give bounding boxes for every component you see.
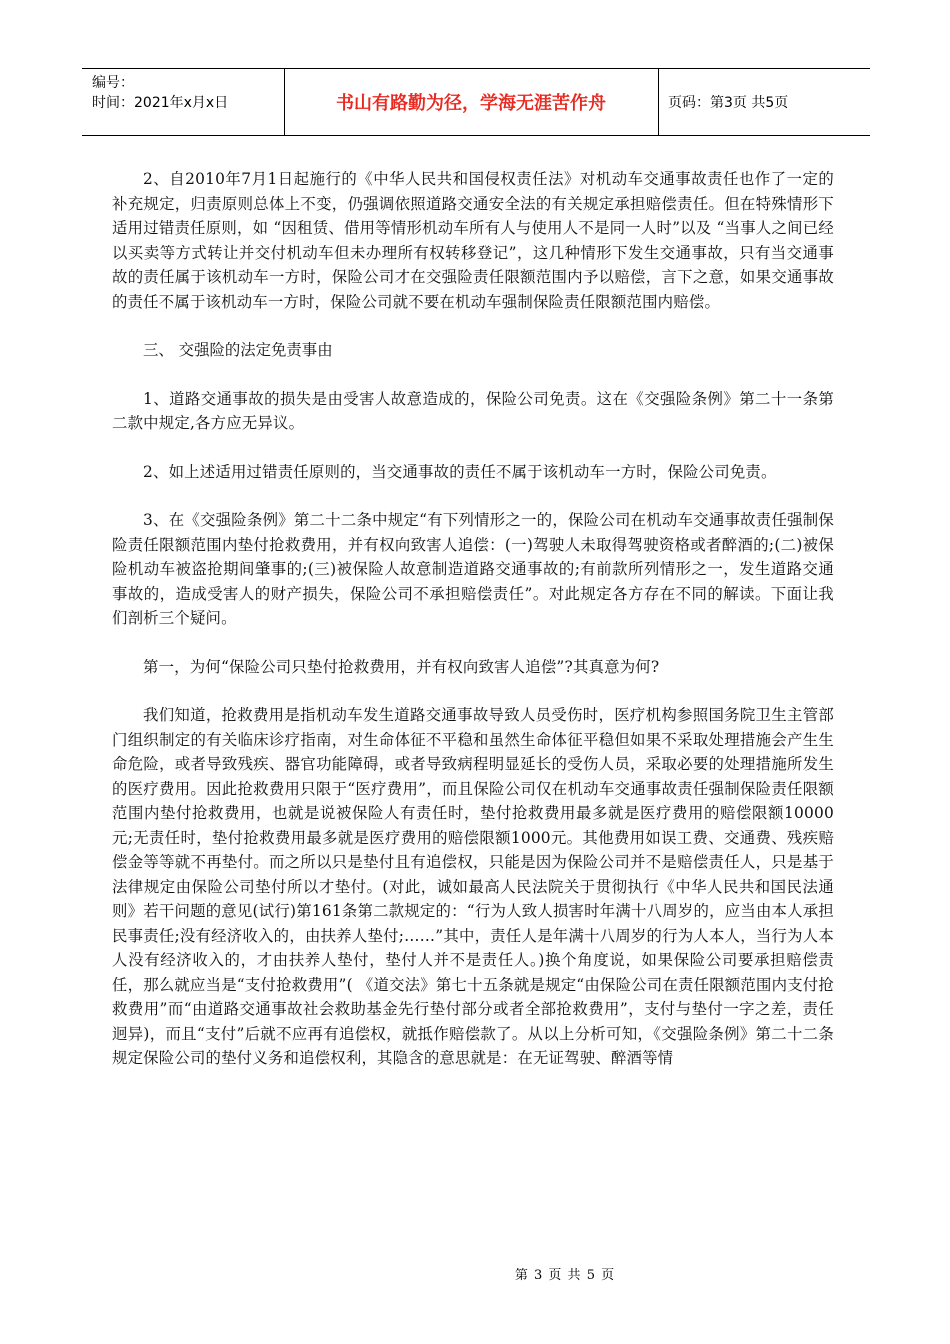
paragraph-exemption-3: 3、在《交强险条例》第二十二条中规定“有下列情形之一的，保险公司在机动车交通事故责任强制保险责任限额范围内垫付抢救费用，并有权向致害人追偿：(一)驾驶人未取得驾驶资格或者醉酒的;(二)被保险机动车被盗抢期间肇事的;(三)被保险人故意制造道路交通事故的;有前款所列情形之一，发生道路交通事故的，造成受害人的财产损失，保险公司不承担赔偿责任”。对此规定各方存在不同的解读。下面让我们剖析三个疑问。 [112, 511, 834, 627]
header-page-info: 页码：第3页 共5页 [668, 95, 789, 111]
document-number-label: 编号： [92, 75, 134, 91]
paragraph-tort-law: 2、自2010年7月1日起施行的《中华人民共和国侵权责任法》对机动车交通事故责任也作了一定的补充规定，归责原则总体上不变，仍强调依照道路交通安全法的有关规定承担赔偿责任。但在特殊情形下适用过错责任原则，如 “因租赁、借用等情形机动车所有人与使用人不是同一人时”以及 “当事人之间已经以买卖等方式转让并交付机动车但未办理所有权转移登记”，这几种情形下发生交通事故，只有当交通事故的责任属于该机动车一方时，保险公司才在交强险责任限额范围内予以赔偿，言下之意，如果交通事故的责任不属于该机动车一方时，保险公司就不要在机动车强制保险责任限额范围内赔偿。 [112, 170, 834, 311]
section-heading-exemptions: 三、 交强险的法定免责事由 [143, 341, 333, 359]
page-footer: 第 3 页 共 5 页 [514, 1268, 616, 1283]
paragraph-question-1: 第一，为何“保险公司只垫付抢救费用，并有权向致害人追偿”?其真意为何? [143, 657, 660, 676]
paragraph-exemption-2: 2、如上述适用过错责任原则的，当交通事故的责任不属于该机动车一方时，保险公司免责。 [143, 462, 777, 481]
page-header [82, 68, 870, 136]
document-time-label: 时间：2021年x月x日 [92, 95, 229, 111]
header-divider-right [658, 68, 659, 136]
document-body [112, 167, 834, 1071]
header-meta [92, 73, 228, 113]
paragraph-exemption-1: 1、道路交通事故的损失是由受害人故意造成的，保险公司免责。这在《交强险条例》第二十一条第二款中规定,各方应无异议。 [112, 389, 834, 432]
paragraph-rescue-costs: 我们知道，抢救费用是指机动车发生道路交通事故导致人员受伤时，医疗机构参照国务院卫生主管部门组织制定的有关临床诊疗指南，对生命体征不平稳和虽然生命体征平稳但如果不采取处理措施会产生生命危险，或者导致残疾、器官功能障碍，或者导致病程明显延长的受伤人员，采取必要的处理措施所发生的医疗费用。因此抢救费用只限于“医疗费用”，而且保险公司仅在机动车交通事故责任强制保险责任限额范围内垫付抢救费用，也就是说被保险人有责任时，垫付抢救费用最多就是医疗费用的赔偿限额10000元;无责任时，垫付抢救费用最多就是医疗费用的赔偿限额1000元。其他费用如误工费、交通费、残疾赔偿金等等就不再垫付。而之所以只是垫付且有追偿权，只能是因为保险公司并不是赔偿责任人，只是基于法律规定由保险公司垫付所以才垫付。(对此，诚如最高人民法院关于贯彻执行《中华人民共和国民法通则》若干问题的意见(试行)第161条第二款规定的：“行为人致人损害时年满十八周岁的，应当由本人承担民事责任;没有经济收入的，由扶养人垫付;……”其中，责任人是年满十八周岁的行为人本人，当行为人本人没有经济收入的，才由扶养人垫付，垫付人并不是责任人。)换个角度说，如果保险公司要承担赔偿责任，那么就应当是“支付抢救费用”( 《道交法》第七十五条就是规定“由保险公司在责任限额范围内支付抢救费用”而“由道路交通事故社会救助基金先行垫付部分或者全部抢救费用”，支付与垫付一字之差，责任迥异)，而且“支付”后就不应再有追偿权，就抵作赔偿款了。从以上分析可知，《交强险条例》第二十二条规定保险公司的垫付义务和追偿权利，其隐含的意思就是：在无证驾驶、醉酒等情 [112, 706, 834, 1067]
header-motto: 书山有路勤为径，学海无涯苦作舟 [336, 93, 606, 114]
